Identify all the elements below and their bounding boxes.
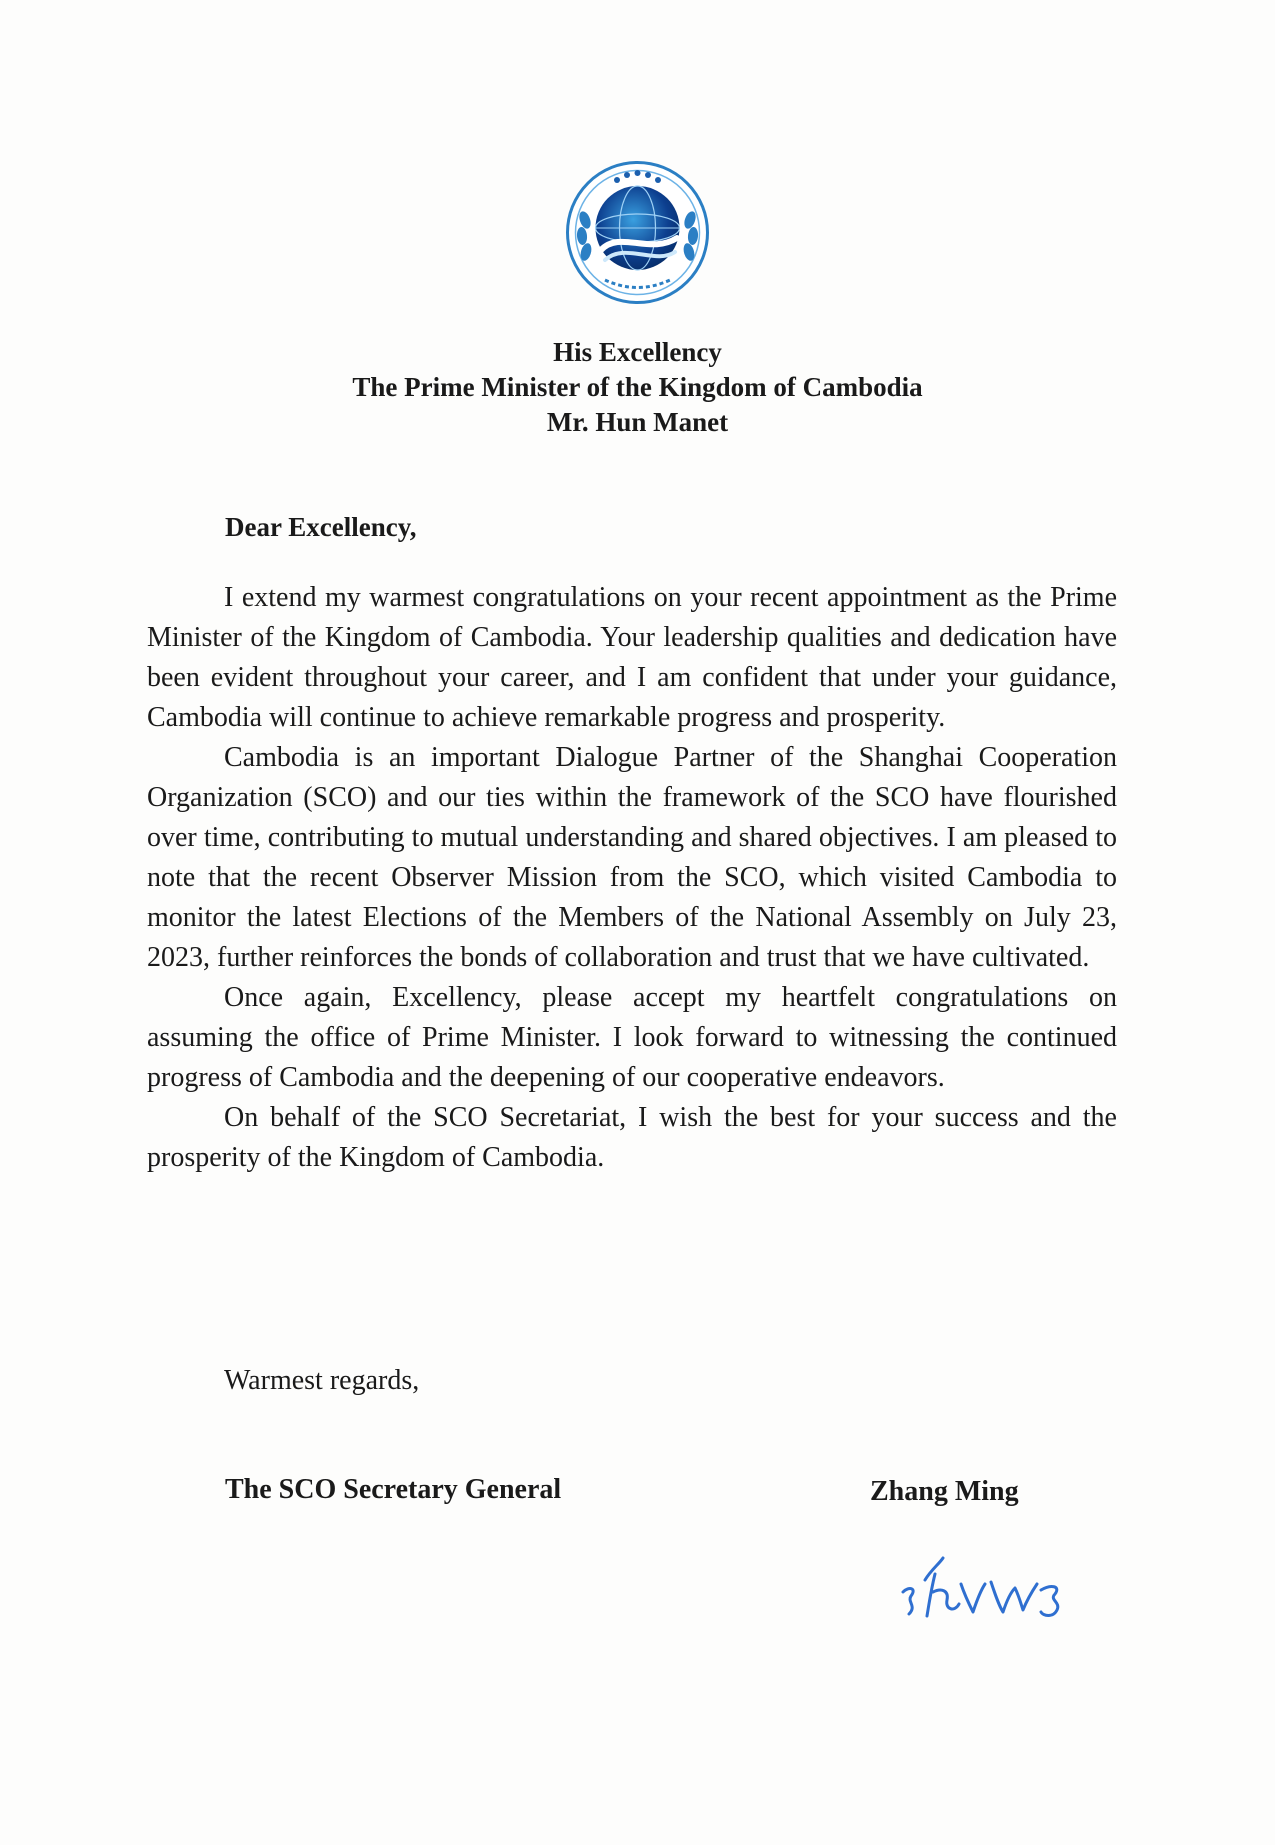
body-paragraph: I extend my warmest congratulations on your recent appointment as the Prime Minister of the Kingdom of Cambodia. Your leadership qualities and dedication have been evident throughout your career, and I am confident that under your guidance, Cambodia will continue to achieve remarkable progress and prosperity. [147,582,1117,733]
letter-body [147,578,1117,1178]
salutation: Dear Excellency, [225,512,417,542]
signatory-name: Zhang Ming [870,1476,1019,1507]
addressee-block [0,335,1275,440]
sco-emblem-icon [565,160,710,305]
signatory-title: The SCO Secretary General [225,1474,562,1505]
body-paragraph: Cambodia is an important Dialogue Partner of the Shanghai Cooperation Organization (SCO) and our ties within the framework of the SCO have flourished over time, contributing to mutual understanding and shared objectives. I am pleased to note that the recent Observer Mission from the SCO, which visited Cambodia to monitor the latest Elections of the Members of the National Assembly on July 23, 2023, further reinforces the bonds of collaboration and trust that we have cultivated. [147,742,1117,973]
addressee-honorific: His Excellency [553,337,722,367]
handwritten-signature [895,1530,1075,1640]
addressee-position: The Prime Minister of the Kingdom of Cambodia [352,372,923,402]
body-paragraph: Once again, Excellency, please accept my heartfelt congratulations on assuming the office of Prime Minister. I look forward to witnessing the continued progress of Cambodia and the deepening of our cooperative endeavors. [147,982,1117,1093]
body-paragraph: On behalf of the SCO Secretariat, I wish the best for your success and the prosperity of the Kingdom of Cambodia. [147,1102,1117,1173]
addressee-name: Mr. Hun Manet [546,407,729,437]
closing: Warmest regards, [224,1365,420,1396]
